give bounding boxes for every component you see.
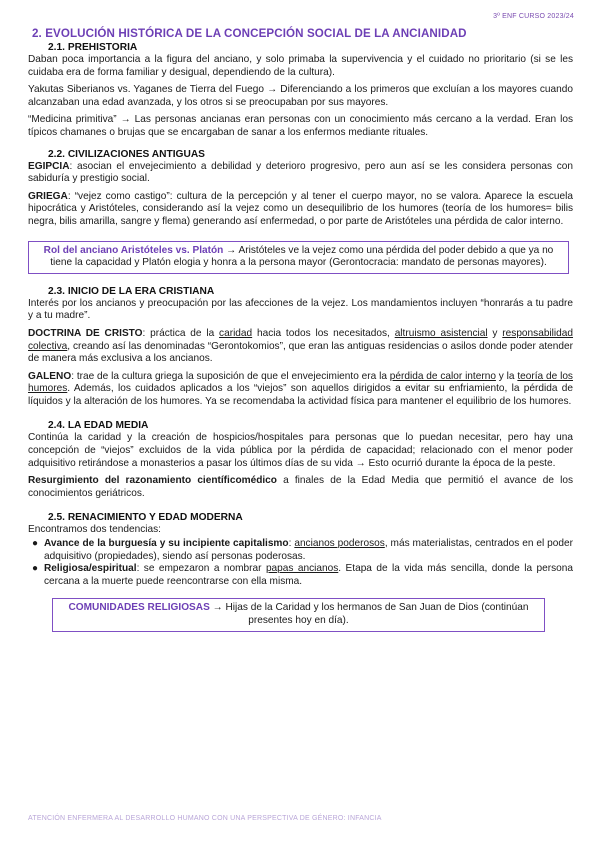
text: . Etapa de la vida más sencilla, donde la persona cercana a la muerte puede reencontrarse con ella misma. bbox=[44, 563, 573, 587]
text: : trae de la cultura griega la suposición de que el envejecimiento era la bbox=[71, 370, 390, 382]
list-item bbox=[32, 538, 573, 563]
callout-lead: Rol del anciano Aristóteles vs. Platón bbox=[43, 244, 224, 256]
text: y la bbox=[495, 370, 518, 382]
paragraph: Interés por los ancianos y preocupación por las afecciones de la vejez. Los mandamientos incluyen “honrarás a tu padre y a tu madre”. bbox=[28, 297, 573, 322]
underlined-term: teoría de los humores bbox=[28, 370, 573, 395]
paragraph-egipcia bbox=[28, 161, 573, 186]
text: : se empezaron a nombrar bbox=[136, 563, 266, 575]
term-egipcia: EGIPCIA bbox=[28, 160, 70, 172]
text: : práctica de la bbox=[142, 327, 220, 339]
text: : asocian el envejecimiento a debilidad y deterioro progresivo, pero aun así se les considera personas con sabiduría y prestigio social. bbox=[28, 160, 573, 185]
page-footer: ATENCIÓN ENFERMERA AL DESARROLLO HUMANO CON UNA PERSPECTIVA DE GÉNERO: INFANCIA bbox=[28, 815, 382, 822]
callout-text: → Aristóteles ve la vejez como una pérdida del poder debido a que ya no tiene la capacidad y Platón elogia y honra a la persona mayor (Gerontocracia: mandato de personas mayores). bbox=[50, 244, 554, 269]
paragraph-doctrina bbox=[28, 328, 573, 366]
text: , más materialistas, centrados en el poder adquisitivo (propiedades), siendo así personas poderosas. bbox=[44, 538, 573, 562]
term-galeno: GALENO bbox=[28, 370, 72, 382]
paragraph: Encontramos dos tendencias: bbox=[28, 524, 161, 536]
term-griega: GRIEGA bbox=[28, 190, 68, 202]
paragraph: Daban poca importancia a la figura del anciano, y solo primaba la supervivencia y el cuidado no prioritario (si se les cuidaba era de forma familiar y desigual, dependiendo de la cultura). bbox=[28, 54, 573, 78]
course-tag: 3º ENF CURSO 2023/24 bbox=[493, 13, 574, 20]
callout-box-comunidades-religiosas bbox=[52, 598, 545, 631]
text: hacia todos los necesitados, bbox=[252, 327, 395, 339]
paragraph: Yakutas Siberianos vs. Yaganes de Tierra del Fuego → Diferenciando a los primeros que excluían a los mayores cuando alcanzaban una edad avanzada, y los otros si se preocupaban por sus mayores. bbox=[28, 84, 573, 108]
paragraph-griega bbox=[28, 191, 573, 229]
bullet-icon: ● bbox=[32, 563, 39, 575]
term: Religiosa/espiritual bbox=[44, 563, 137, 575]
callout-box-aristoteles-platon bbox=[28, 241, 569, 274]
underlined-term: ancianos poderosos bbox=[294, 538, 385, 550]
section-title-edad-media: 2.4. LA EDAD MEDIA bbox=[48, 420, 149, 432]
document-body bbox=[28, 42, 573, 632]
page-title: 2. EVOLUCIÓN HISTÓRICA DE LA CONCEPCIÓN SOCIAL DE LA ANCIANIDAD bbox=[32, 27, 467, 40]
callout-lead: COMUNIDADES RELIGIOSAS bbox=[68, 602, 210, 614]
section-title-prehistoria: 2.1. PREHISTORIA bbox=[48, 42, 138, 53]
section-title-civilizaciones: 2.2. CIVILIZACIONES ANTIGUAS bbox=[48, 148, 205, 160]
term-doctrina: DOCTRINA DE CRISTO bbox=[28, 327, 143, 339]
underlined-term: responsabilidad colectiva bbox=[28, 327, 574, 352]
text: , creando así las denominadas “Gerontokomios”, que eran las antiguas residencias o asilos donde poder atender de manera más exclusiva a los ancianos. bbox=[28, 340, 573, 365]
section-title-renacimiento: 2.5. RENACIMIENTO Y EDAD MODERNA bbox=[48, 512, 243, 524]
callout-text: → Hijas de la Caridad y los hermanos de San Juan de Dios (continúan presentes hoy en día). bbox=[209, 602, 529, 626]
term-resurgimiento: Resurgimiento del razonamiento científicomédico bbox=[28, 475, 277, 487]
paragraph: Continúa la caridad y la creación de hospicios/hospitales para personas que lo puedan necesitar, pero hay una concepción de “viejos” excluidos de la vida pública por la pérdida de capacidad; relacionado con el menor poder adquisitivo retirándose a monasterios a pasar los últimos días de su vida → Esto ocurrió durante la época de la peste. bbox=[28, 432, 573, 469]
paragraph-resurgimiento bbox=[28, 475, 573, 500]
text: : “vejez como castigo”: cultura de la percepción y al tener el cuerpo mayor, no se valora. Aparece la escuela hipocrática y Aristóteles, considerando así la vejez como un desequilibrio de los humores (teoría de los humores= bilis negra, bilis amarilla, sangre y flema) generando así enfermedad, o por parte de Aristóteles una pérdida de calor interno. bbox=[28, 190, 573, 227]
underlined-term: caridad bbox=[219, 327, 253, 339]
underlined-term: pérdida de calor interno bbox=[389, 370, 496, 382]
text: : bbox=[288, 538, 295, 550]
list-item bbox=[32, 563, 573, 588]
paragraph: “Medicina primitiva” → Las personas ancianas eran personas con un conocimiento más cercano a la verdad. Eran los típicos chamanes o brujas que se encargaban de sanar a los enfermos mediante rituales. bbox=[28, 114, 573, 138]
text: y bbox=[487, 327, 503, 339]
text: . Además, los cuidados aplicados a los “viejos” son aquellos dirigidos a evitar su enfriamiento, la pérdida de líquidos y la alteración de los humores. Ya se recomendaba la actividad física para mantener el equilibrio de los humores. bbox=[28, 383, 573, 407]
paragraph-galeno bbox=[28, 371, 573, 409]
underlined-term: altruismo asistencial bbox=[394, 327, 488, 339]
underlined-term: papas ancianos bbox=[265, 563, 339, 575]
bullet-icon: ● bbox=[32, 538, 39, 550]
section-title-era-cristiana: 2.3. INICIO DE LA ERA CRISTIANA bbox=[48, 285, 215, 297]
term: Avance de la burguesía y su incipiente capitalismo bbox=[44, 538, 289, 550]
text: a finales de la Edad Media que permitió el avance de los conocimientos geriátricos. bbox=[28, 475, 573, 499]
bullet-list bbox=[28, 538, 573, 588]
